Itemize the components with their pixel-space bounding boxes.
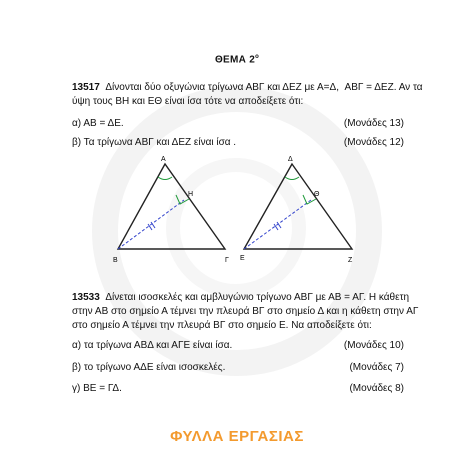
problem1-question-b: β) Τα τρίγωνα ΑΒΓ και ΔΕΖ είναι ίσα . bbox=[72, 137, 237, 148]
angle-mark-d bbox=[285, 177, 299, 180]
angle-mark-a bbox=[158, 177, 172, 180]
label-d: Δ bbox=[288, 156, 293, 163]
problem2-question-a: α) τα τρίγωνα ΑΒΔ και ΑΓΕ είναι ίσα. bbox=[72, 340, 233, 351]
label-th: Θ bbox=[314, 191, 320, 198]
problem2-line3: στο σημείο Α τέμνει την πλευρά ΒΓ στο σημείο Ε. Να αποδείξετε ότι: bbox=[72, 320, 372, 331]
label-h: Η bbox=[188, 191, 194, 198]
section-title: ΘΕΜΑ $2^o$ bbox=[214, 54, 260, 66]
problem1-points-b: (Μονάδες 12) bbox=[343, 137, 404, 148]
angle-equality-2: ΑΒΓ = ΔΕΖ bbox=[344, 82, 394, 93]
problem2-points-a: (Μονάδες 10) bbox=[343, 340, 404, 351]
side-equality: ΑΒ = ΑΓ bbox=[328, 292, 364, 303]
problem1-line1: 13517 Δίνονται δύο οξυγώνια τρίγωνα ΑΒΓ και ΔΕΖ με Α=Δ, ΑΒΓ = ΔΕΖ. Αν τα bbox=[72, 82, 423, 93]
triangle-dez bbox=[244, 164, 352, 249]
problem2-points-b: (Μονάδες 7) bbox=[349, 362, 404, 373]
altitude-bh bbox=[118, 200, 184, 249]
problem1-question-a: α) ΑΒ = ΔΕ. bbox=[72, 118, 124, 129]
problem1-number: 13517 bbox=[72, 82, 100, 93]
problem1-line2: ύψη τους ΒΗ και ΕΘ είναι ίσα τότε να αποδείξετε ότι: bbox=[72, 96, 304, 107]
altitude-eth bbox=[244, 200, 311, 249]
problem1-points-a: (Μονάδες 13) bbox=[343, 118, 404, 129]
problem2-line2: στην ΑΒ στο σημείο Α τέμνει την πλευρά ΒΓ στο σημείο Δ και η κάθετη στην ΑΓ bbox=[72, 306, 419, 317]
label-g: Γ bbox=[225, 257, 229, 264]
label-a: Α bbox=[161, 156, 166, 163]
tick-bh-2 bbox=[151, 222, 155, 228]
angle-equality: Α=Δ, bbox=[317, 82, 339, 93]
problem2-number: 13533 bbox=[72, 292, 100, 303]
label-b: Β bbox=[113, 257, 118, 264]
label-e: Ε bbox=[240, 255, 245, 262]
problem2-question-c: γ) ΒΕ = ΓΔ. bbox=[72, 383, 122, 394]
problem2-points-c: (Μονάδες 8) bbox=[349, 383, 404, 394]
problem2-question-b: β) το τρίγωνο ΑΔΕ είναι ισοσκελές. bbox=[72, 362, 226, 373]
problem2-line1: 13533 Δίνεται ισοσκελές και αμβλυγώνιο τρίγωνο ΑΒΓ με ΑΒ = ΑΓ. Η κάθετη bbox=[72, 292, 410, 303]
footer-title: ΦΥΛΛΑ ΕΡΓΑΣΙΑΣ bbox=[170, 428, 304, 445]
label-z: Ζ bbox=[348, 257, 353, 264]
